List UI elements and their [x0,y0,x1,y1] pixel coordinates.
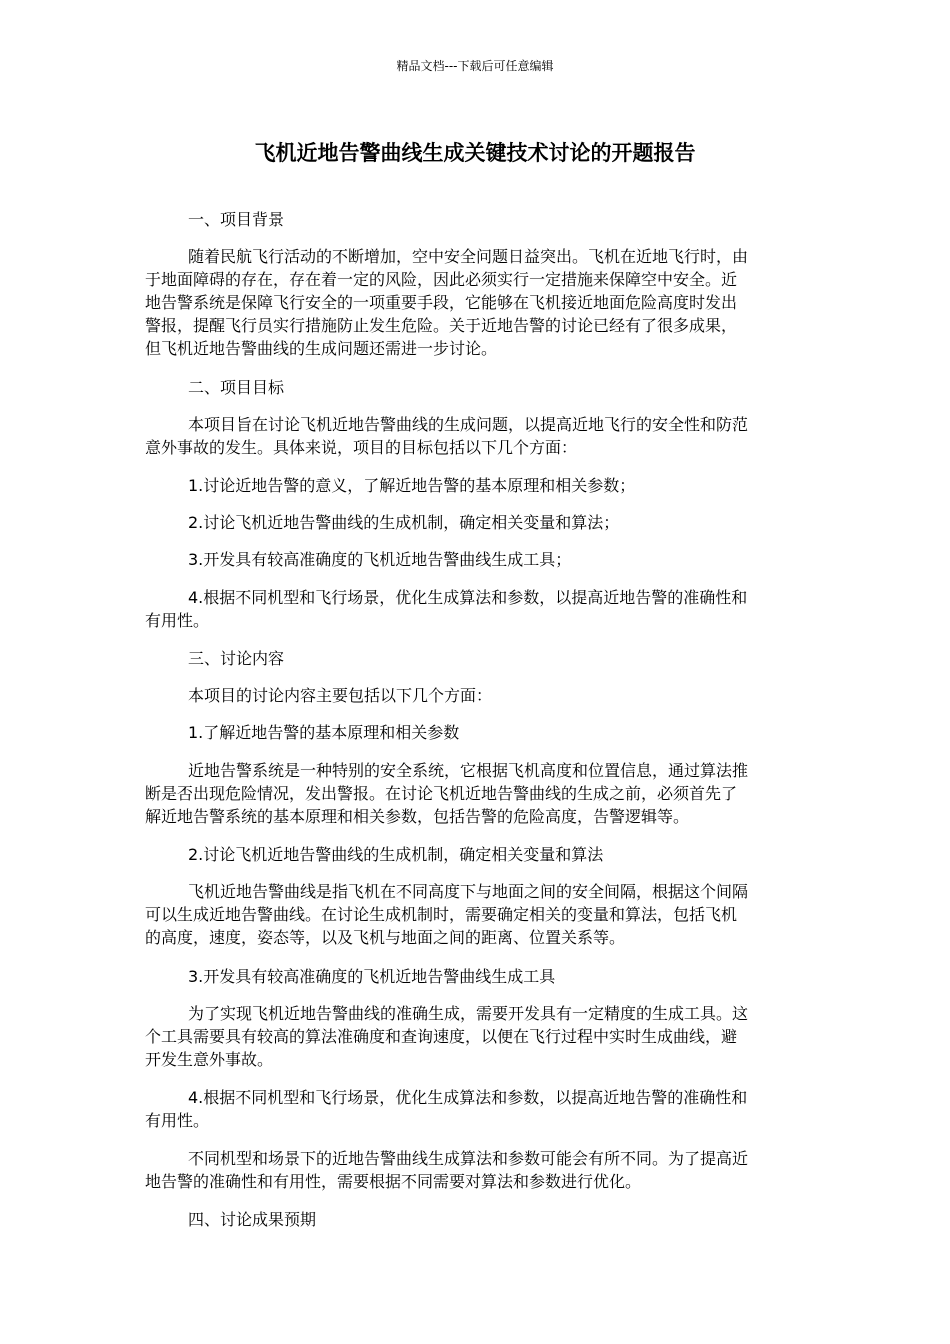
section-heading-goals [145,376,805,399]
text-line: 二、项目目标 [188,378,285,397]
text-line: 2.讨论飞机近地告警曲线的生成机制，确定相关变量和算法 [188,845,604,864]
content-item-2-body [145,880,805,949]
goal-item-2 [145,511,805,534]
content-item-3-body [145,1002,805,1071]
content-item-1-body [145,759,805,828]
text-line: 于地面障碍的存在，存在着一定的风险，因此必须实行一定措施来保障空中安全。近 [145,270,738,289]
content-item-3-heading [145,965,805,988]
text-line: 有用性。 [145,611,210,630]
text-line: 1.讨论近地告警的意义，了解近地告警的基本原理和相关参数； [188,476,636,495]
text-line: 警报，提醒飞行员实行措施防止发生危险。关于近地告警的讨论已经有了很多成果， [145,316,738,335]
content-item-1-heading [145,721,805,744]
text-line: 解近地告警系统的基本原理和相关参数，包括告警的危险高度，告警逻辑等。 [145,807,690,826]
text-line: 的高度，速度，姿态等，以及飞机与地面之间的距离、位置关系等。 [145,928,626,947]
text-line: 三、讨论内容 [188,649,285,668]
text-line: 3.开发具有较高准确度的飞机近地告警曲线生成工具； [188,550,572,569]
text-line: 3.开发具有较高准确度的飞机近地告警曲线生成工具 [188,967,556,986]
goal-item-1 [145,474,805,497]
text-line: 1.了解近地告警的基本原理和相关参数 [188,723,460,742]
section-heading-background [145,208,805,231]
goal-item-3 [145,548,805,571]
text-line: 有用性。 [145,1111,210,1130]
text-line: 飞机近地告警曲线是指飞机在不同高度下与地面之间的安全间隔，根据这个间隔 [188,882,749,901]
text-line: 为了实现飞机近地告警曲线的准确生成，需要开发具有一定精度的生成工具。这 [188,1004,749,1023]
text-line: 近地告警系统是一种特别的安全系统，它根据飞机高度和位置信息，通过算法推 [188,761,749,780]
text-line: 4.根据不同机型和飞行场景，优化生成算法和参数，以提高近地告警的准确性和 [188,1088,748,1107]
section-heading-expected-results [145,1208,805,1231]
text-line: 本项目旨在讨论飞机近地告警曲线的生成问题，以提高近地飞行的安全性和防范 [188,415,749,434]
text-line: 一、项目背景 [188,210,285,229]
content-item-4-heading [145,1086,805,1132]
text-line: 不同机型和场景下的近地告警曲线生成算法和参数可能会有所不同。为了提高近 [188,1149,749,1168]
text-line: 随着民航飞行活动的不断增加，空中安全问题日益突出。飞机在近地飞行时，由 [188,247,749,266]
content-item-2-heading [145,843,805,866]
text-line: 2.讨论飞机近地告警曲线的生成机制，确定相关变量和算法； [188,513,620,532]
text-line: 本项目的讨论内容主要包括以下几个方面： [188,686,493,705]
text-line: 个工具需要具有较高的算法准确度和查询速度，以便在飞行过程中实时生成曲线，避 [145,1027,738,1046]
text-line: 地告警的准确性和有用性，需要根据不同需要对算法和参数进行优化。 [145,1172,642,1191]
text-line: 断是否出现危险情况，发出警报。在讨论飞机近地告警曲线的生成之前，必须首先了 [145,784,738,803]
content-item-4-body [145,1147,805,1193]
goal-item-4 [145,586,805,632]
section-heading-content [145,647,805,670]
text-line: 可以生成近地告警曲线。在讨论生成机制时，需要确定相关的变量和算法，包括飞机 [145,905,738,924]
text-line: 地告警系统是保障飞行安全的一项重要手段，它能够在飞机接近地面危险高度时发出 [145,293,738,312]
document-title: 飞机近地告警曲线生成关键技术讨论的开题报告 [254,141,696,165]
paragraph-goals-intro [145,413,805,459]
text-line: 但飞机近地告警曲线的生成问题还需进一步讨论。 [145,339,498,358]
page-header: 精品文档---下载后可任意编辑 [396,59,554,73]
text-line: 意外事故的发生。具体来说，项目的目标包括以下几个方面： [145,438,578,457]
text-line: 4.根据不同机型和飞行场景，优化生成算法和参数，以提高近地告警的准确性和 [188,588,748,607]
paragraph-content-intro [145,684,805,707]
text-line: 开发生意外事故。 [145,1050,274,1069]
text-line: 四、讨论成果预期 [188,1210,317,1229]
paragraph-background [145,245,805,360]
